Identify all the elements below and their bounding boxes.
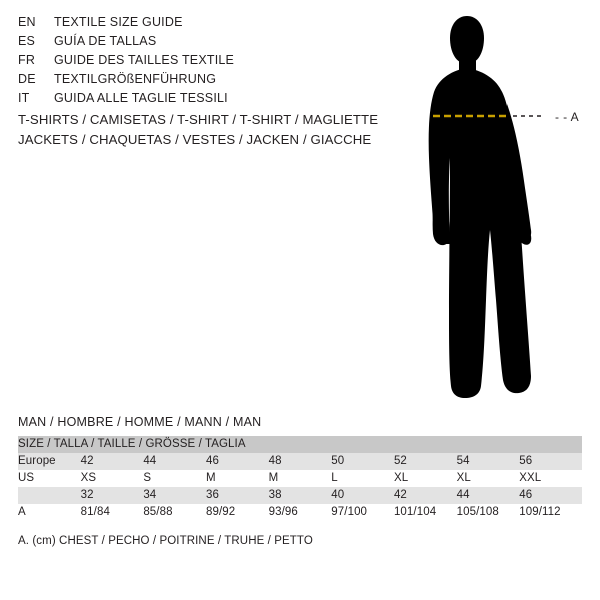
legend-text-it: GUIDA ALLE TAGLIE TESSILI (54, 91, 228, 105)
cell-us-0: XS (81, 470, 144, 487)
cell-us-7: XXL (519, 470, 582, 487)
row-label-us-numeric (18, 487, 81, 504)
row-label-a: A (18, 504, 81, 521)
table-row (18, 504, 582, 521)
cell-usnum-3: 38 (269, 487, 332, 504)
cell-europe-5: 52 (394, 453, 457, 470)
cell-us-2: M (206, 470, 269, 487)
cell-a-5: 101/104 (394, 504, 457, 521)
legend-row-de (18, 72, 378, 91)
category-jackets: JACKETS / CHAQUETAS / VESTES / JACKEN / GIACCHE (18, 132, 372, 147)
legend-text-de: TEXTILGRÖßENFÜHRUNG (54, 72, 217, 86)
table-row (18, 453, 582, 470)
legend-text-fr: GUIDE DES TAILLES TEXTILE (54, 53, 235, 67)
legend-text-es: GUÍA DE TALLAS (54, 34, 157, 48)
cell-europe-6: 54 (457, 453, 520, 470)
cell-usnum-0: 32 (81, 487, 144, 504)
cell-us-6: XL (457, 470, 520, 487)
body-figure (395, 8, 600, 408)
cell-a-7: 109/112 (519, 504, 582, 521)
male-silhouette-icon (395, 8, 600, 408)
category-tshirts: T-SHIRTS / CAMISETAS / T-SHIRT / T-SHIRT / MAGLIETTE (18, 112, 379, 127)
legend-row-fr (18, 53, 378, 72)
table-header-row (18, 436, 582, 453)
row-label-us: US (18, 470, 81, 487)
cell-usnum-1: 34 (143, 487, 206, 504)
cell-europe-0: 42 (81, 453, 144, 470)
cell-us-1: S (143, 470, 206, 487)
size-table-block (18, 415, 582, 547)
cell-usnum-5: 42 (394, 487, 457, 504)
legend-row-it (18, 91, 378, 110)
cell-europe-1: 44 (143, 453, 206, 470)
table-header-label: SIZE / TALLA / TAILLE / GRÖSSE / TAGLIA (18, 436, 582, 453)
chest-measure-label: - - A (555, 110, 580, 124)
legend-text-en: TEXTILE SIZE GUIDE (54, 15, 183, 29)
legend-code-es: ES (18, 34, 36, 48)
cell-a-6: 105/108 (457, 504, 520, 521)
cell-a-3: 93/96 (269, 504, 332, 521)
cell-usnum-2: 36 (206, 487, 269, 504)
table-footnote: A. (cm) CHEST / PECHO / POITRINE / TRUHE / PETTO (18, 535, 313, 547)
cell-europe-2: 46 (206, 453, 269, 470)
legend-code-en: EN (18, 15, 36, 29)
legend-row-es (18, 34, 378, 53)
cell-europe-4: 50 (331, 453, 394, 470)
legend-code-fr: FR (18, 53, 36, 67)
table-row (18, 470, 582, 487)
table-title-man: MAN / HOMBRE / HOMME / MANN / MAN (18, 415, 262, 429)
cell-us-3: M (269, 470, 332, 487)
legend-code-it: IT (18, 91, 30, 105)
cell-usnum-7: 46 (519, 487, 582, 504)
cell-us-5: XL (394, 470, 457, 487)
cell-usnum-6: 44 (457, 487, 520, 504)
cell-a-2: 89/92 (206, 504, 269, 521)
cell-europe-7: 56 (519, 453, 582, 470)
garment-categories (18, 110, 418, 150)
cell-europe-3: 48 (269, 453, 332, 470)
language-legend (18, 15, 378, 110)
cell-a-0: 81/84 (81, 504, 144, 521)
table-row (18, 487, 582, 504)
cell-us-4: L (331, 470, 394, 487)
row-label-europe: Europe (18, 453, 81, 470)
cell-a-1: 85/88 (143, 504, 206, 521)
cell-usnum-4: 40 (331, 487, 394, 504)
legend-code-de: DE (18, 72, 36, 86)
cell-a-4: 97/100 (331, 504, 394, 521)
size-table (18, 436, 582, 521)
legend-row-en (18, 15, 378, 34)
